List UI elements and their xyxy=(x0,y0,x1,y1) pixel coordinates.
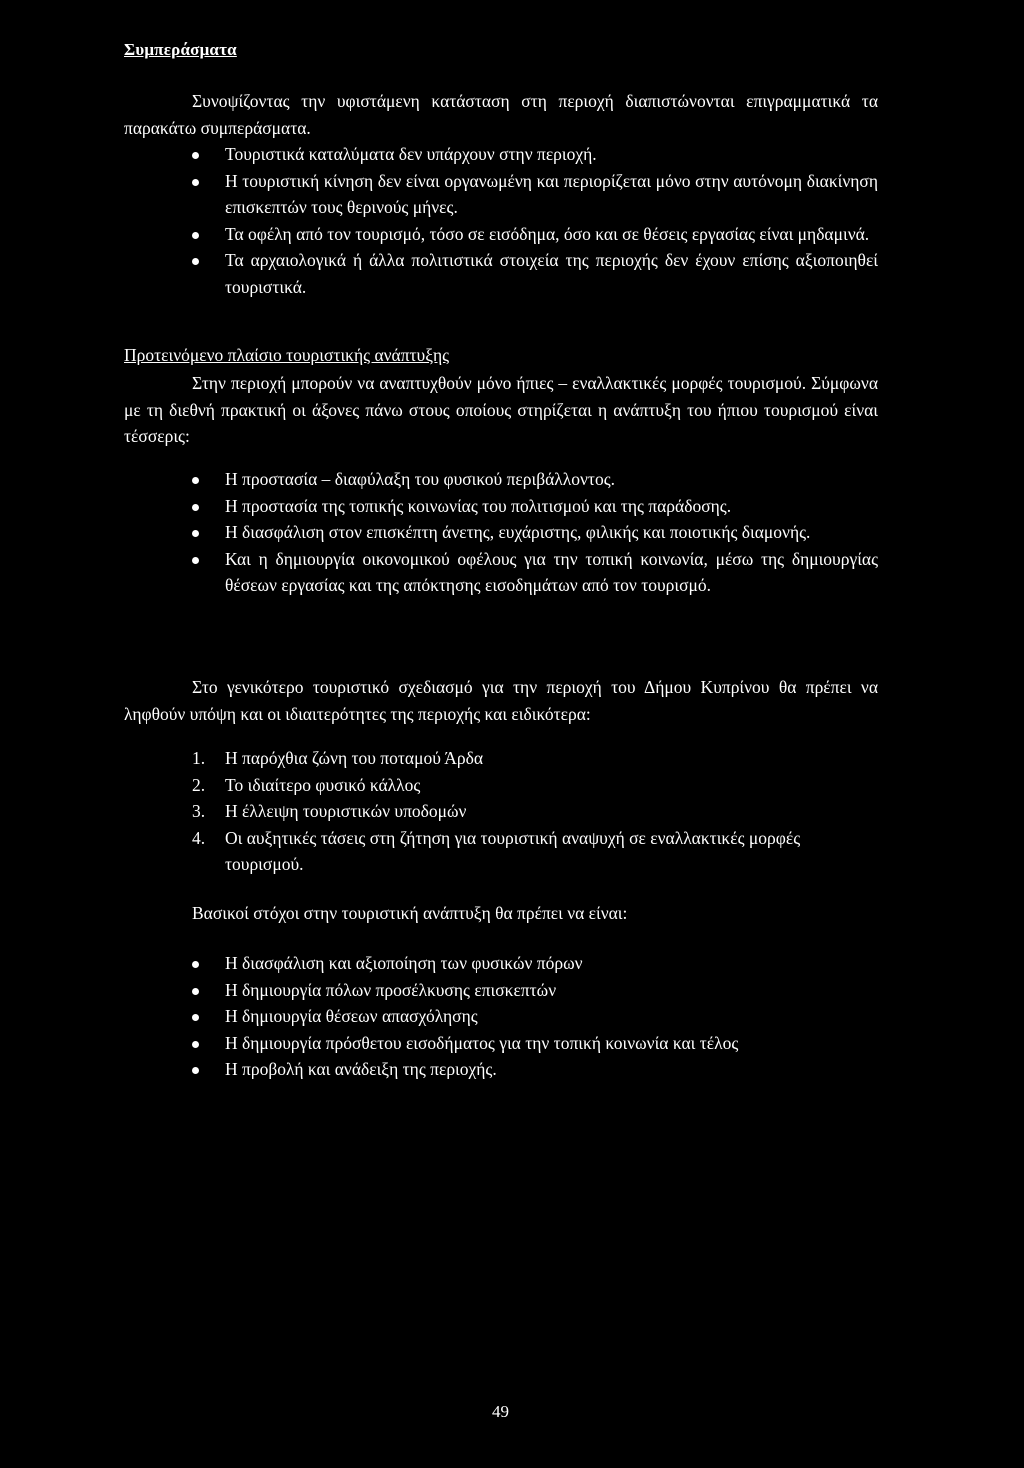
bullet-icon xyxy=(192,988,199,995)
list-item: Τα οφέλη από τον τουρισμό, τόσο σε εισόδημα, όσο και σε θέσεις εργασίας είναι μηδαμινά. xyxy=(192,221,878,248)
goals-intro: Βασικοί στόχοι στην τουριστική ανάπτυξη θα πρέπει να είναι: xyxy=(192,903,628,923)
list-item: Και η δημιουργία οικονομικού οφέλους για την τοπική κοινωνία, μέσω της δημιουργίας θέσεων εργασίας και της απόκτησης εισοδημάτων από τον τουρισμό. xyxy=(192,546,878,599)
bullet-icon xyxy=(192,232,199,239)
bullet-icon xyxy=(192,961,199,968)
list-item: 1. Η παρόχθια ζώνη του ποταμού Άρδα xyxy=(192,748,484,768)
list-item: Η δημιουργία πρόσθετου εισοδήματος για την τοπική κοινωνία και τέλος xyxy=(192,1030,878,1057)
bullet-icon xyxy=(192,1014,199,1021)
list-item: 2. Το ιδιαίτερο φυσικό κάλλος xyxy=(192,774,421,795)
list-item: 3. Η έλλειψη τουριστικών υποδομών xyxy=(192,801,467,821)
conclusions-intro: Συνοψίζοντας την υφιστάμενη κατάσταση στη περιοχή διαπιστώνονται επιγραμματικά τα παρακάτω συμπεράσματα. xyxy=(124,91,878,138)
list-item: Η διασφάλιση και αξιοποίηση των φυσικών πόρων xyxy=(192,950,878,977)
goals-list xyxy=(192,950,878,1083)
framework-list xyxy=(192,466,878,599)
bullet-icon xyxy=(192,557,199,564)
list-item: Τουριστικά καταλύματα δεν υπάρχουν στην περιοχή. xyxy=(192,141,878,168)
list-item: Η προβολή και ανάδειξη της περιοχής. xyxy=(192,1056,878,1083)
bullet-icon xyxy=(192,477,199,484)
list-item: Η διασφάλιση στον επισκέπτη άνετης, ευχάριστης, φιλικής και ποιοτικής διαμονής. xyxy=(192,519,878,546)
planning-intro: Στο γενικότερο τουριστικό σχεδιασμό για την περιοχή του Δήμου Κυπρίνου θα πρέπει να ληφθούν υπόψη και οι ιδιαιτερότητες της περιοχής και ειδικότερα: xyxy=(124,677,878,724)
bullet-icon xyxy=(192,1067,199,1074)
list-item: 4. Οι αυξητικές τάσεις στη ζήτηση για τουριστική αναψυχή σε εναλλακτικές μορφές τουρισμού. xyxy=(192,827,801,874)
page-number: 49 xyxy=(492,1402,509,1421)
list-item: Η προστασία – διαφύλαξη του φυσικού περιβάλλοντος. xyxy=(192,466,878,493)
framework-intro: Στην περιοχή μπορούν να αναπτυχθούν μόνο ήπιες – εναλλακτικές μορφές τουρισμού. Σύμφωνα με τη διεθνή πρακτική οι άξονες πάνω στους οποίους στηρίζεται η ανάπτυξη του ήπιου τουρισμού είναι τέσσερις: xyxy=(124,373,878,446)
list-item: Η τουριστική κίνηση δεν είναι οργανωμένη και περιορίζεται μόνο στην αυτόνομη διακίνηση επισκεπτών τους θερινούς μήνες. xyxy=(192,168,878,221)
list-item: Η δημιουργία πόλων προσέλκυσης επισκεπτών xyxy=(192,977,878,1004)
bullet-icon xyxy=(192,258,199,265)
conclusions-list xyxy=(192,141,878,300)
bullet-icon xyxy=(192,1041,199,1048)
planning-list xyxy=(192,745,878,878)
bullet-icon xyxy=(192,179,199,186)
list-item: Η προστασία της τοπικής κοινωνίας του πολιτισμού και της παράδοσης. xyxy=(192,493,878,520)
list-item: Η δημιουργία θέσεων απασχόλησης xyxy=(192,1003,878,1030)
framework-heading: Προτεινόμενο πλαίσιο τουριστικής ανάπτυξης xyxy=(124,345,450,365)
bullet-icon xyxy=(192,152,199,159)
bullet-icon xyxy=(192,504,199,511)
bullet-icon xyxy=(192,530,199,537)
conclusions-heading: Συμπεράσματα xyxy=(124,40,237,59)
list-item: Τα αρχαιολογικά ή άλλα πολιτιστικά στοιχεία της περιοχής δεν έχουν επίσης αξιοποιηθεί τουριστικά. xyxy=(192,247,878,300)
